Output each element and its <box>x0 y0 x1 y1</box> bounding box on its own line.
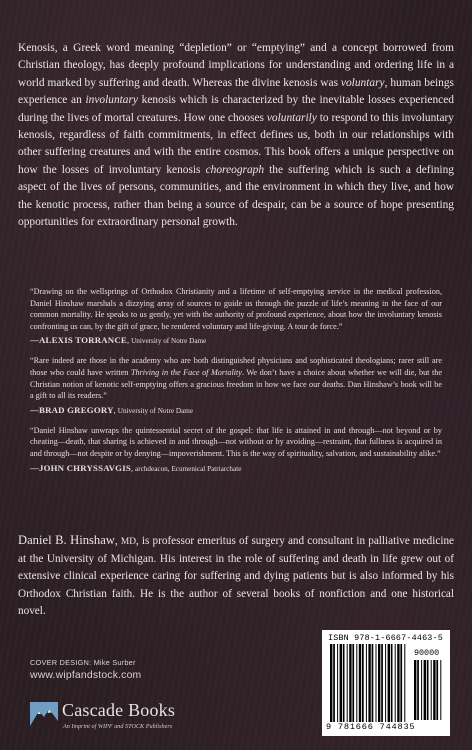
barcode-bar <box>397 644 399 722</box>
isbn-text: ISBN 978-1-6667-4463-5 <box>328 633 443 643</box>
endorsement-chryssavgis <box>30 425 442 473</box>
barcode-bar <box>337 644 338 722</box>
barcode-bar <box>376 644 377 722</box>
publisher-logo <box>30 700 250 740</box>
mountain-logo-icon <box>30 702 58 726</box>
author-name: Daniel B. Hinshaw <box>18 533 115 547</box>
barcode-bar <box>436 660 438 720</box>
credits <box>30 658 141 681</box>
barcode-bar <box>431 660 432 720</box>
barcode-bar <box>356 644 357 722</box>
barcode-bar <box>395 644 396 722</box>
endorsements <box>30 286 442 483</box>
barcode-bar <box>347 644 348 722</box>
publisher-website: www.wipfandstock.com <box>30 670 142 681</box>
endorser-affiliation: University of Notre Dame <box>117 406 194 415</box>
endorser-affiliation: University of Notre Dame <box>131 337 207 346</box>
barcode-bar <box>385 644 386 722</box>
barcode-bar <box>372 644 374 722</box>
barcode-bar <box>440 660 441 720</box>
publisher-tagline: An Imprint of WIPF and STOCK Publishers <box>63 723 173 730</box>
endorsement-attribution: —JOHN CHRYSSAVGIS, archdeacon, Ecumenical Patriarchate <box>30 462 242 473</box>
barcode-bar <box>378 644 380 722</box>
barcode-bar <box>366 644 367 722</box>
back-cover-blurb: Kenosis, a Greek word meaning “depletion” or “emptying” and a concept borrowed from Christian theology, has deeply profound implications for understanding and ordering life in a world marked by suffering and death. Whereas the divine kenosis was voluntary, human beings experience an involuntary kenosis which is characterized by the inevitable losses experienced during the lives of mortal creatures. How one chooses voluntarily to respond to this involuntary kenosis, regardless of faith commitments, in effect defines us, both in our relationships with other suffering creatures and with the entire cosmos. This book offers a unique perspective on how the losses of involuntary kenosis choreograph the suffering which is such a defining aspect of the lives of persons, communities, and the environment in which they live, and how the kenotic process, rather than being a source of despair, can be a source of hope presenting opportunities for extraordinary personal growth. <box>18 42 454 229</box>
ean-barcode-bars <box>330 644 408 722</box>
barcode-bar <box>421 660 422 720</box>
barcode-bar <box>359 644 361 722</box>
endorser-name: —ALEXIS TORRANCE <box>30 335 127 346</box>
cover-design-credit: COVER DESIGN: Mike Surber <box>30 658 136 667</box>
barcode-bar <box>404 644 405 722</box>
barcode-bar <box>391 644 393 722</box>
barcode-bar <box>330 644 332 722</box>
barcode-bar <box>424 660 426 720</box>
ean-number: 9 781666 744835 <box>326 722 416 732</box>
endorsement-quote: “Rare indeed are those in the academy who are both distinguished physicians and sophisticated theologians; rarer still are those who could have written Thriving in the Face of Mortality. We don’t have a choice about whether we will die, but the Christian notion of kenotic self-emptying offers a gracious freedom in how we face our deaths. Dan Hinshaw’s book will be a gift to all its readers.” <box>30 356 442 401</box>
endorsement-attribution: —ALEXIS TORRANCE, University of Notre Dame <box>30 335 207 346</box>
endorsement-torrance <box>30 286 442 345</box>
endorser-affiliation: archdeacon, Ecumenical Patriarchate <box>135 464 242 473</box>
endorsement-gregory <box>30 355 442 414</box>
barcode-bar <box>362 644 364 722</box>
barcode-bar <box>388 644 390 722</box>
barcode-bar <box>333 644 335 722</box>
barcode-bar <box>414 660 416 720</box>
barcode-bar <box>349 644 351 722</box>
barcode-bar <box>352 644 354 722</box>
barcode-bar <box>343 644 345 722</box>
endorsement-quote: “Daniel Hinshaw unwraps the quintessential secret of the gospel: that life is attained in and through—not beyond or by cheating—death, that sharing is achieved in and through—not without or by avoiding—restraint, that fullness is acquired in and through—not despite or by denying—impoverishment. This is the way of spirituality, salvation, and sustainability alike.” <box>30 425 442 458</box>
barcode-bar <box>368 644 370 722</box>
barcode-bar <box>417 660 419 720</box>
barcode-bar <box>340 644 342 722</box>
endorser-name: —BRAD GREGORY <box>30 404 114 415</box>
endorsement-quote: “Drawing on the wellsprings of Orthodox Christianity and a lifetime of self-emptying service in the medical profession, Daniel Hinshaw marshals a dizzying array of sources to guide us through the puzzle of life’s meaning in the face of our common mortality. He speaks to us gently, yet with the authority of profound experience, about how the involuntary kenosis confronting us can, by the gift of grace, be rendered voluntary and life-giving. A tour de force.” <box>30 287 442 331</box>
price-barcode-bars <box>414 660 444 720</box>
price-code: 90000 <box>414 648 440 658</box>
barcode-bar <box>381 644 383 722</box>
isbn-barcode <box>322 630 450 736</box>
author-degree: MD <box>120 537 136 547</box>
barcode-bar <box>433 660 435 720</box>
publisher-name: Cascade Books <box>62 700 176 720</box>
endorsement-attribution: —BRAD GREGORY, University of Notre Dame <box>30 404 194 415</box>
barcode-bar <box>400 644 402 722</box>
author-bio: Daniel B. Hinshaw, MD, is professor emeritus of surgery and consultant in palliative medicine at the University of Michigan. His interest in the role of suffering and death in life grew out of extensive clinical experience caring for suffering and dying patients but is also informed by his Orthodox Christian faith. He is the author of several books of nonfiction and one historical novel. <box>18 533 455 617</box>
endorser-name: —JOHN CHRYSSAVGIS <box>30 462 131 473</box>
barcode-bar <box>427 660 429 720</box>
